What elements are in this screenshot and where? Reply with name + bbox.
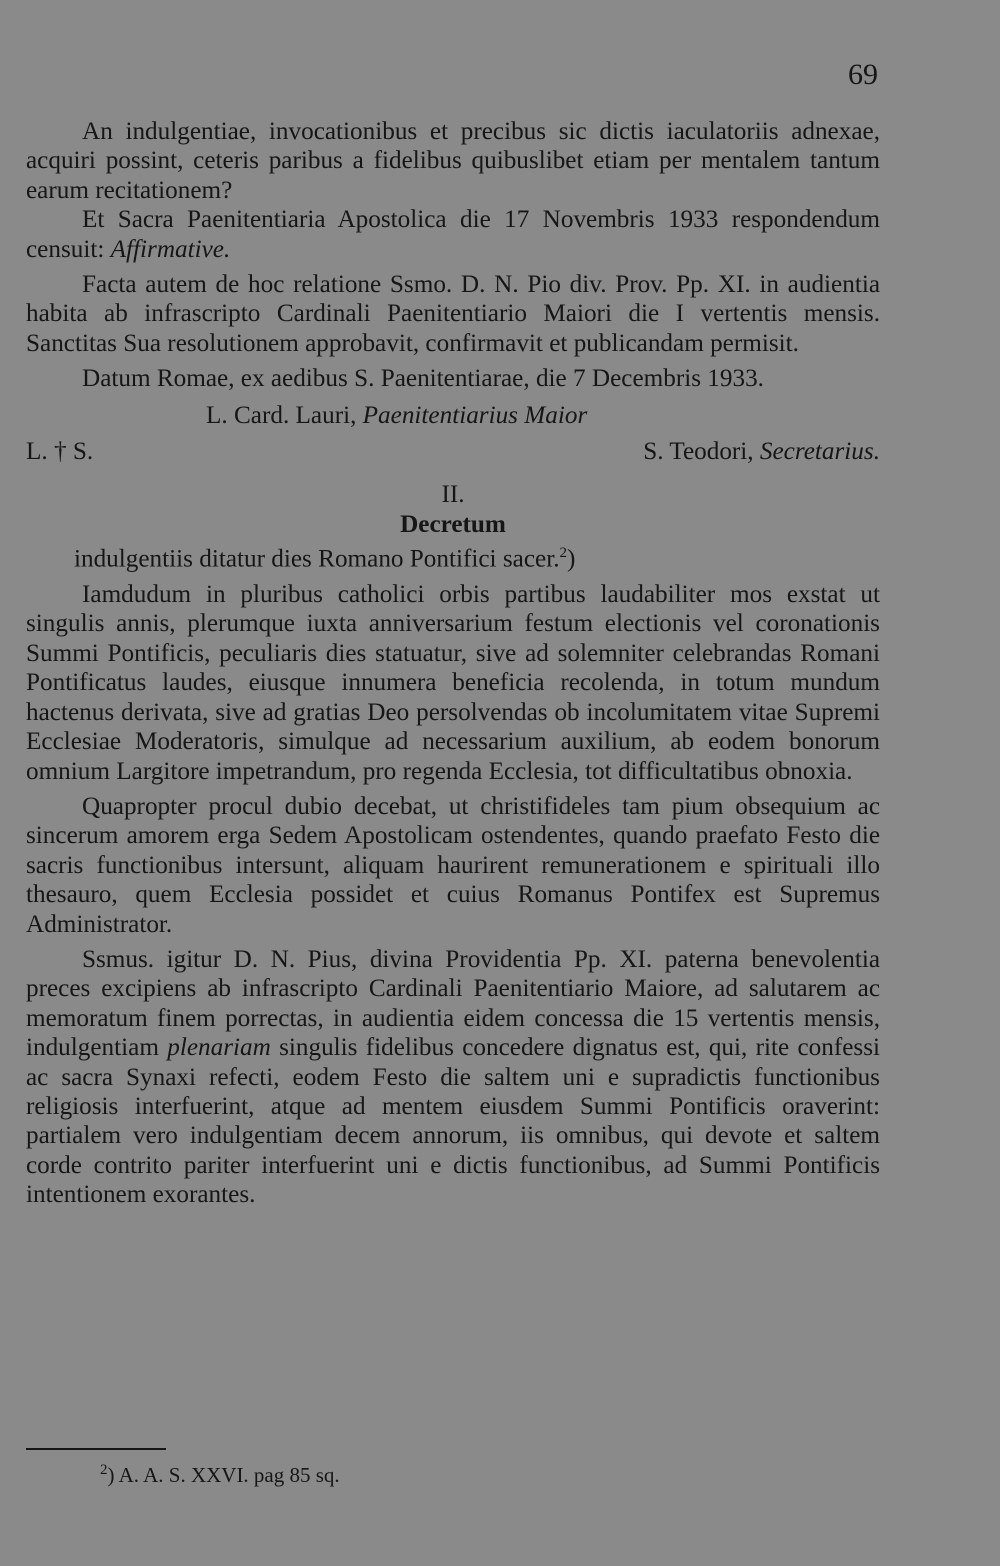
signature-secretary-name: S. Teodori, <box>643 438 754 466</box>
paragraph-question: An indulgentiae, invocationibus et precibus sic dictis iaculatoriis adnexae, acquiri possint, ceteris paribus a fidelibus quibuslibet etiam per mentalem tantum earum recitationem? <box>26 118 880 204</box>
subtitle-text: indulgentiis ditatur dies Romano Pontifici sacer. <box>74 545 560 573</box>
paragraph-response <box>26 205 880 264</box>
ssmus-italic: plenariam <box>167 1034 271 1062</box>
response-answer: Affirmative. <box>110 235 231 263</box>
footnote-paren: ) <box>107 1463 115 1487</box>
paragraph-iamdudum: Iamdudum in pluribus catholici orbis partibus laudabiliter mos exstat ut singulis annis, plerumque iuxta anniversarium festum electionis vel coronationis Summi Pontificis, peculiaris dies statuatur, sive ad solemniter celebrandas Romani Pontificatus laudes, eiusque innumera beneficia recolenda, in totum mundum hactenus derivata, sive ad gratias Deo persolvendas ob incolumitatem vitae Supremi Ecclesiae Moderatoris, simulque ad necessarium auxilium, ab eodem bonorum omnium Largitore impetrandum, pro regenda Ecclesia, tot difficultatibus obnoxia. <box>26 581 880 785</box>
ssmus-text-b: singulis fidelibus concedere dignatus est, qui, rite confessi ac sacra Synaxi refecti, eodem Festo die saltem uni e supradictis functionibus religiosis interfuerint, atque ad mentem eiusdem Summi Pontificis oraverint: partialem vero indulgentiam decem annorum, iis omnibus, qui devote et saltem corde contrito pariter interfuerint uni e dictis functionibus, ad Summi Pontificis intentionem exorantes. <box>26 1034 881 1209</box>
subtitle-footnote-ref: 2 <box>559 545 567 562</box>
footnote-text: A. A. S. XXVI. pag 85 sq. <box>118 1463 340 1487</box>
section-title: Decretum <box>400 510 506 538</box>
section-subtitle <box>26 539 880 574</box>
signature-cardinal-name: L. Card. Lauri, <box>206 401 357 429</box>
footnote <box>100 1462 340 1488</box>
paragraph-ssmus <box>26 945 880 1210</box>
ssmus-text-a: Ssmus. igitur D. N. Pius, divina Providentia Pp. XI. paterna benevolentia preces excipiens ab infrascripto Cardinali Paenitentiario Maiore, ad salutarem ac memoratum finem porrectas, in audientia eidem concessa die 15 vertentis mensis, indulgentiam <box>26 945 880 1062</box>
signature-secretary <box>643 437 880 466</box>
signature-cardinal <box>26 401 880 430</box>
footnote-marker: 2 <box>100 1462 108 1478</box>
paragraph-approval: Facta autem de hoc relatione Ssmo. D. N. Pio div. Prov. Pp. XI. in audientia habita ab infrascripto Cardinali Paenitentiario Maiori die I vertentis mensis. Sanctitas Sua resolutionem approbavit, confirmavit et publicandam permisit. <box>26 271 880 357</box>
body-text <box>26 117 880 1210</box>
seal-row <box>26 437 880 466</box>
page-number: 69 <box>848 58 878 91</box>
seal-mark: L. † S. <box>26 438 94 466</box>
response-text: Et Sacra Paenitentiaria Apostolica die 17 Novembris 1933 respondendum censuit: <box>26 206 880 263</box>
subtitle-paren: ) <box>567 545 576 573</box>
signature-cardinal-title: Paenitentiarius Maior <box>362 401 588 429</box>
signature-secretary-title: Secretarius. <box>759 438 880 466</box>
paragraph-quapropter: Quapropter procul dubio decebat, ut christifideles tam pium obsequium ac sincerum amorem erga Sedem Apostolicam ostendentes, quando praefato Festo die sacris functionibus intersunt, aliquam haurirent remunerationem e spirituali illo thesauro, quem Ecclesia possidet et cuius Romanus Pontifex est Supremus Administrator. <box>26 792 880 938</box>
footnote-divider <box>26 1448 166 1450</box>
paragraph-date: Datum Romae, ex aedibus S. Paenitentiarae, die 7 Decembris 1933. <box>82 365 764 393</box>
section-numeral: II. <box>441 481 465 509</box>
